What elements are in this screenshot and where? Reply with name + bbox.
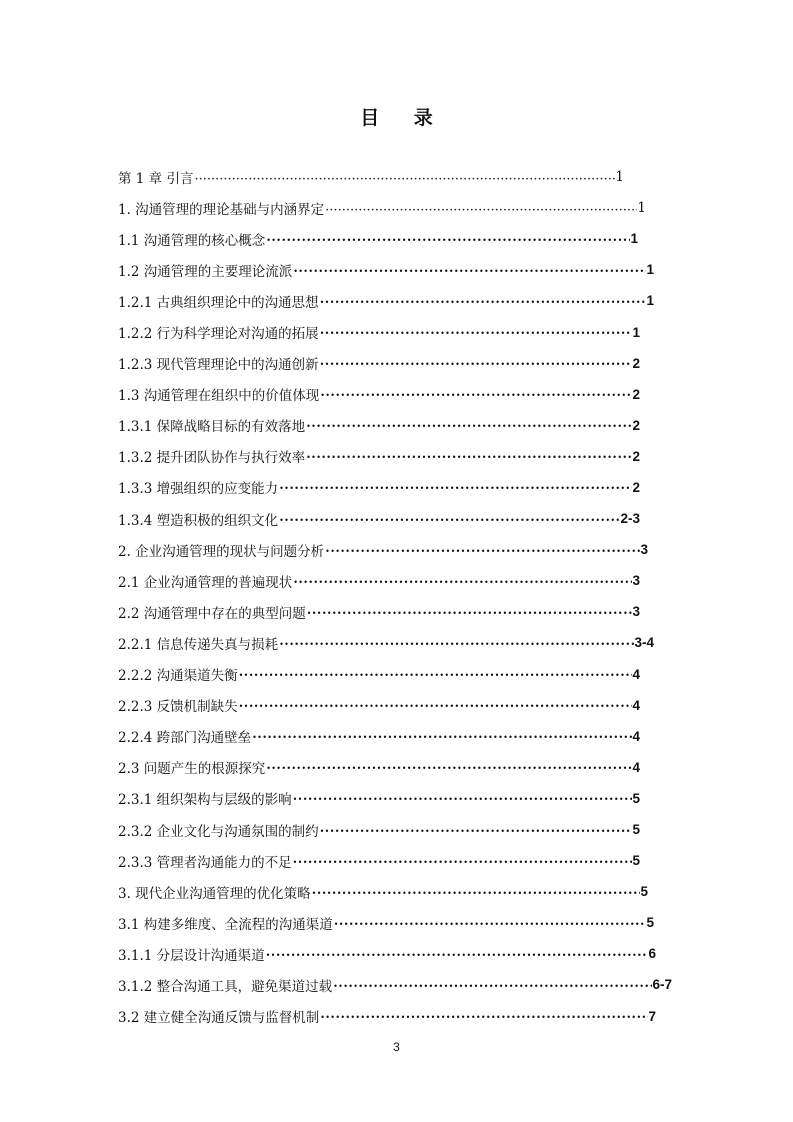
dot-leader xyxy=(194,171,615,185)
toc-entry-page: 5 xyxy=(632,822,640,838)
toc-entry-page: 1 xyxy=(630,231,638,247)
toc-entry-label: 2.3.3 管理者沟通能力的不足 xyxy=(118,854,292,871)
toc-entry-label: 2.3.2 企业文化与沟通氛围的制约 xyxy=(118,823,319,840)
toc-entry-label: 3. 现代企业沟通管理的优化策略 xyxy=(118,885,311,902)
toc-entry-label: 1.2 沟通管理的主要理论流派 xyxy=(118,263,293,280)
dot-leader xyxy=(320,824,633,838)
toc-entry-label: 1.2.2 行为科学理论对沟通的拓展 xyxy=(118,326,319,343)
toc-entry[interactable] xyxy=(118,814,640,845)
toc-entry-label: 3.1 构建多维度、全流程的沟通渠道 xyxy=(118,916,333,933)
dot-leader xyxy=(334,917,647,931)
toc-entry[interactable] xyxy=(118,752,640,783)
dot-leader xyxy=(320,1010,648,1024)
toc-entry[interactable] xyxy=(118,503,640,534)
dot-leader xyxy=(333,979,652,993)
toc-entry-page: 2-3 xyxy=(620,511,640,527)
toc-entry-label: 2.2.2 沟通渠道失衡 xyxy=(118,668,238,685)
toc-entry[interactable] xyxy=(118,161,624,192)
dot-leader xyxy=(239,668,633,682)
page-title: 目 录 xyxy=(360,107,447,129)
dot-leader xyxy=(293,575,632,589)
toc-entry-label: 1.1 沟通管理的核心概念 xyxy=(118,232,266,249)
toc-entry[interactable] xyxy=(118,627,654,658)
toc-entry-page: 5 xyxy=(632,790,640,806)
toc-entry-page: 5 xyxy=(640,884,648,900)
dot-leader xyxy=(320,388,632,402)
toc-entry-page: 2 xyxy=(632,386,640,402)
toc-entry[interactable] xyxy=(118,938,656,969)
toc-entry[interactable] xyxy=(118,316,640,347)
dot-leader xyxy=(266,948,649,962)
dot-leader xyxy=(325,544,640,558)
toc-entry[interactable] xyxy=(118,379,640,410)
dot-leader xyxy=(312,886,641,900)
toc-entry[interactable] xyxy=(118,721,640,752)
toc-entry-label: 2.3.1 组织架构与层级的影响 xyxy=(118,792,292,809)
dot-leader xyxy=(293,855,633,869)
toc-entry[interactable] xyxy=(118,348,640,379)
toc-entry-page: 3 xyxy=(640,542,648,558)
toc-entry-page: 4 xyxy=(632,666,640,682)
dot-leader xyxy=(325,202,637,216)
toc-entry-label: 2.2.3 反馈机制缺失 xyxy=(118,699,238,716)
dot-leader xyxy=(279,513,620,527)
toc-entry-page: 5 xyxy=(646,915,654,931)
dot-leader xyxy=(266,761,632,775)
toc-entry-label: 2.2.1 信息传递失真与损耗 xyxy=(118,636,279,653)
toc-entry-page: 1 xyxy=(632,324,640,340)
toc-entry-label: 3.2 建立健全沟通反馈与监督机制 xyxy=(118,1010,320,1027)
toc-entry[interactable] xyxy=(118,565,640,596)
toc-entry[interactable] xyxy=(118,783,640,814)
toc-entry[interactable] xyxy=(118,690,640,721)
toc-entry-label: 2.1 企业沟通管理的普遍现状 xyxy=(118,574,293,591)
toc-entry-label: 1.2.1 古典组织理论中的沟通思想 xyxy=(118,294,319,311)
toc-entry[interactable] xyxy=(118,192,646,223)
toc-entry-label: 1.2.3 现代管理理论中的沟通创新 xyxy=(118,357,319,374)
toc-entry[interactable] xyxy=(118,907,654,938)
toc-entry[interactable] xyxy=(118,441,640,472)
toc-entry[interactable] xyxy=(118,472,640,503)
dot-leader xyxy=(306,450,632,464)
dot-leader xyxy=(307,606,633,620)
page-number: 3 xyxy=(393,1040,400,1054)
toc-entry-page: 1 xyxy=(637,199,646,216)
dot-leader xyxy=(320,326,633,340)
toc-entry[interactable] xyxy=(118,410,640,441)
toc-entry-page: 3 xyxy=(632,573,640,589)
table-of-contents xyxy=(118,161,678,1032)
toc-entry-page: 5 xyxy=(632,853,640,869)
dot-leader xyxy=(239,699,633,713)
toc-entry-page: 3 xyxy=(632,604,640,620)
toc-entry-page: 4 xyxy=(632,728,640,744)
toc-entry[interactable] xyxy=(118,969,672,1000)
toc-entry-label: 3.1.1 分层设计沟通渠道 xyxy=(118,947,265,964)
toc-entry-label: 1.3 沟通管理在组织中的价值体现 xyxy=(118,388,320,405)
toc-entry-page: 2 xyxy=(632,479,640,495)
toc-entry-label: 3.1.2 整合沟通工具，避免渠道过载 xyxy=(118,978,333,995)
toc-entry[interactable] xyxy=(118,659,640,690)
toc-entry[interactable] xyxy=(118,223,638,254)
toc-entry-label: 第 1 章 引言 xyxy=(118,170,194,187)
toc-entry[interactable] xyxy=(118,285,654,316)
dot-leader xyxy=(279,481,632,495)
toc-entry-label: 2.2.4 跨部门沟通壁垒 xyxy=(118,730,252,747)
dot-leader xyxy=(320,357,633,371)
toc-entry[interactable] xyxy=(118,876,648,907)
toc-entry-page: 7 xyxy=(648,1008,656,1024)
toc-entry[interactable] xyxy=(118,845,640,876)
toc-entry-page: 4 xyxy=(632,759,640,775)
toc-entry[interactable] xyxy=(118,254,654,285)
dot-leader xyxy=(320,295,647,309)
toc-entry-label: 1.3.4 塑造积极的组织文化 xyxy=(118,512,279,529)
toc-entry[interactable] xyxy=(118,534,648,565)
toc-entry-label: 2.3 问题产生的根源探究 xyxy=(118,761,266,778)
toc-entry-label: 1.3.3 增强组织的应变能力 xyxy=(118,481,279,498)
toc-entry-page: 2 xyxy=(632,448,640,464)
dot-leader xyxy=(252,730,632,744)
dot-leader xyxy=(293,264,646,278)
toc-entry-label: 1. 沟通管理的理论基础与内涵界定 xyxy=(118,201,325,218)
dot-leader xyxy=(266,233,630,247)
toc-entry-page: 3-4 xyxy=(634,635,654,651)
toc-entry-page: 1 xyxy=(646,293,654,309)
toc-entry-label: 1.3.1 保障战略目标的有效落地 xyxy=(118,419,306,436)
toc-entry-label: 1.3.2 提升团队协作与执行效率 xyxy=(118,450,306,467)
toc-entry-page: 2 xyxy=(632,355,640,371)
dot-leader xyxy=(293,792,633,806)
toc-entry-label: 2.2 沟通管理中存在的典型问题 xyxy=(118,605,306,622)
dot-leader xyxy=(279,637,634,651)
toc-entry-page: 4 xyxy=(632,697,640,713)
toc-entry-page: 6-7 xyxy=(652,977,672,993)
toc-entry-label: 2. 企业沟通管理的现状与问题分析 xyxy=(118,543,325,560)
toc-entry[interactable] xyxy=(118,596,640,627)
dot-leader xyxy=(306,419,632,433)
toc-entry[interactable] xyxy=(118,1001,656,1032)
toc-entry-page: 2 xyxy=(632,417,640,433)
toc-entry-page: 6 xyxy=(648,946,656,962)
toc-entry-page: 1 xyxy=(646,262,654,278)
toc-entry-page: 1 xyxy=(615,168,624,185)
